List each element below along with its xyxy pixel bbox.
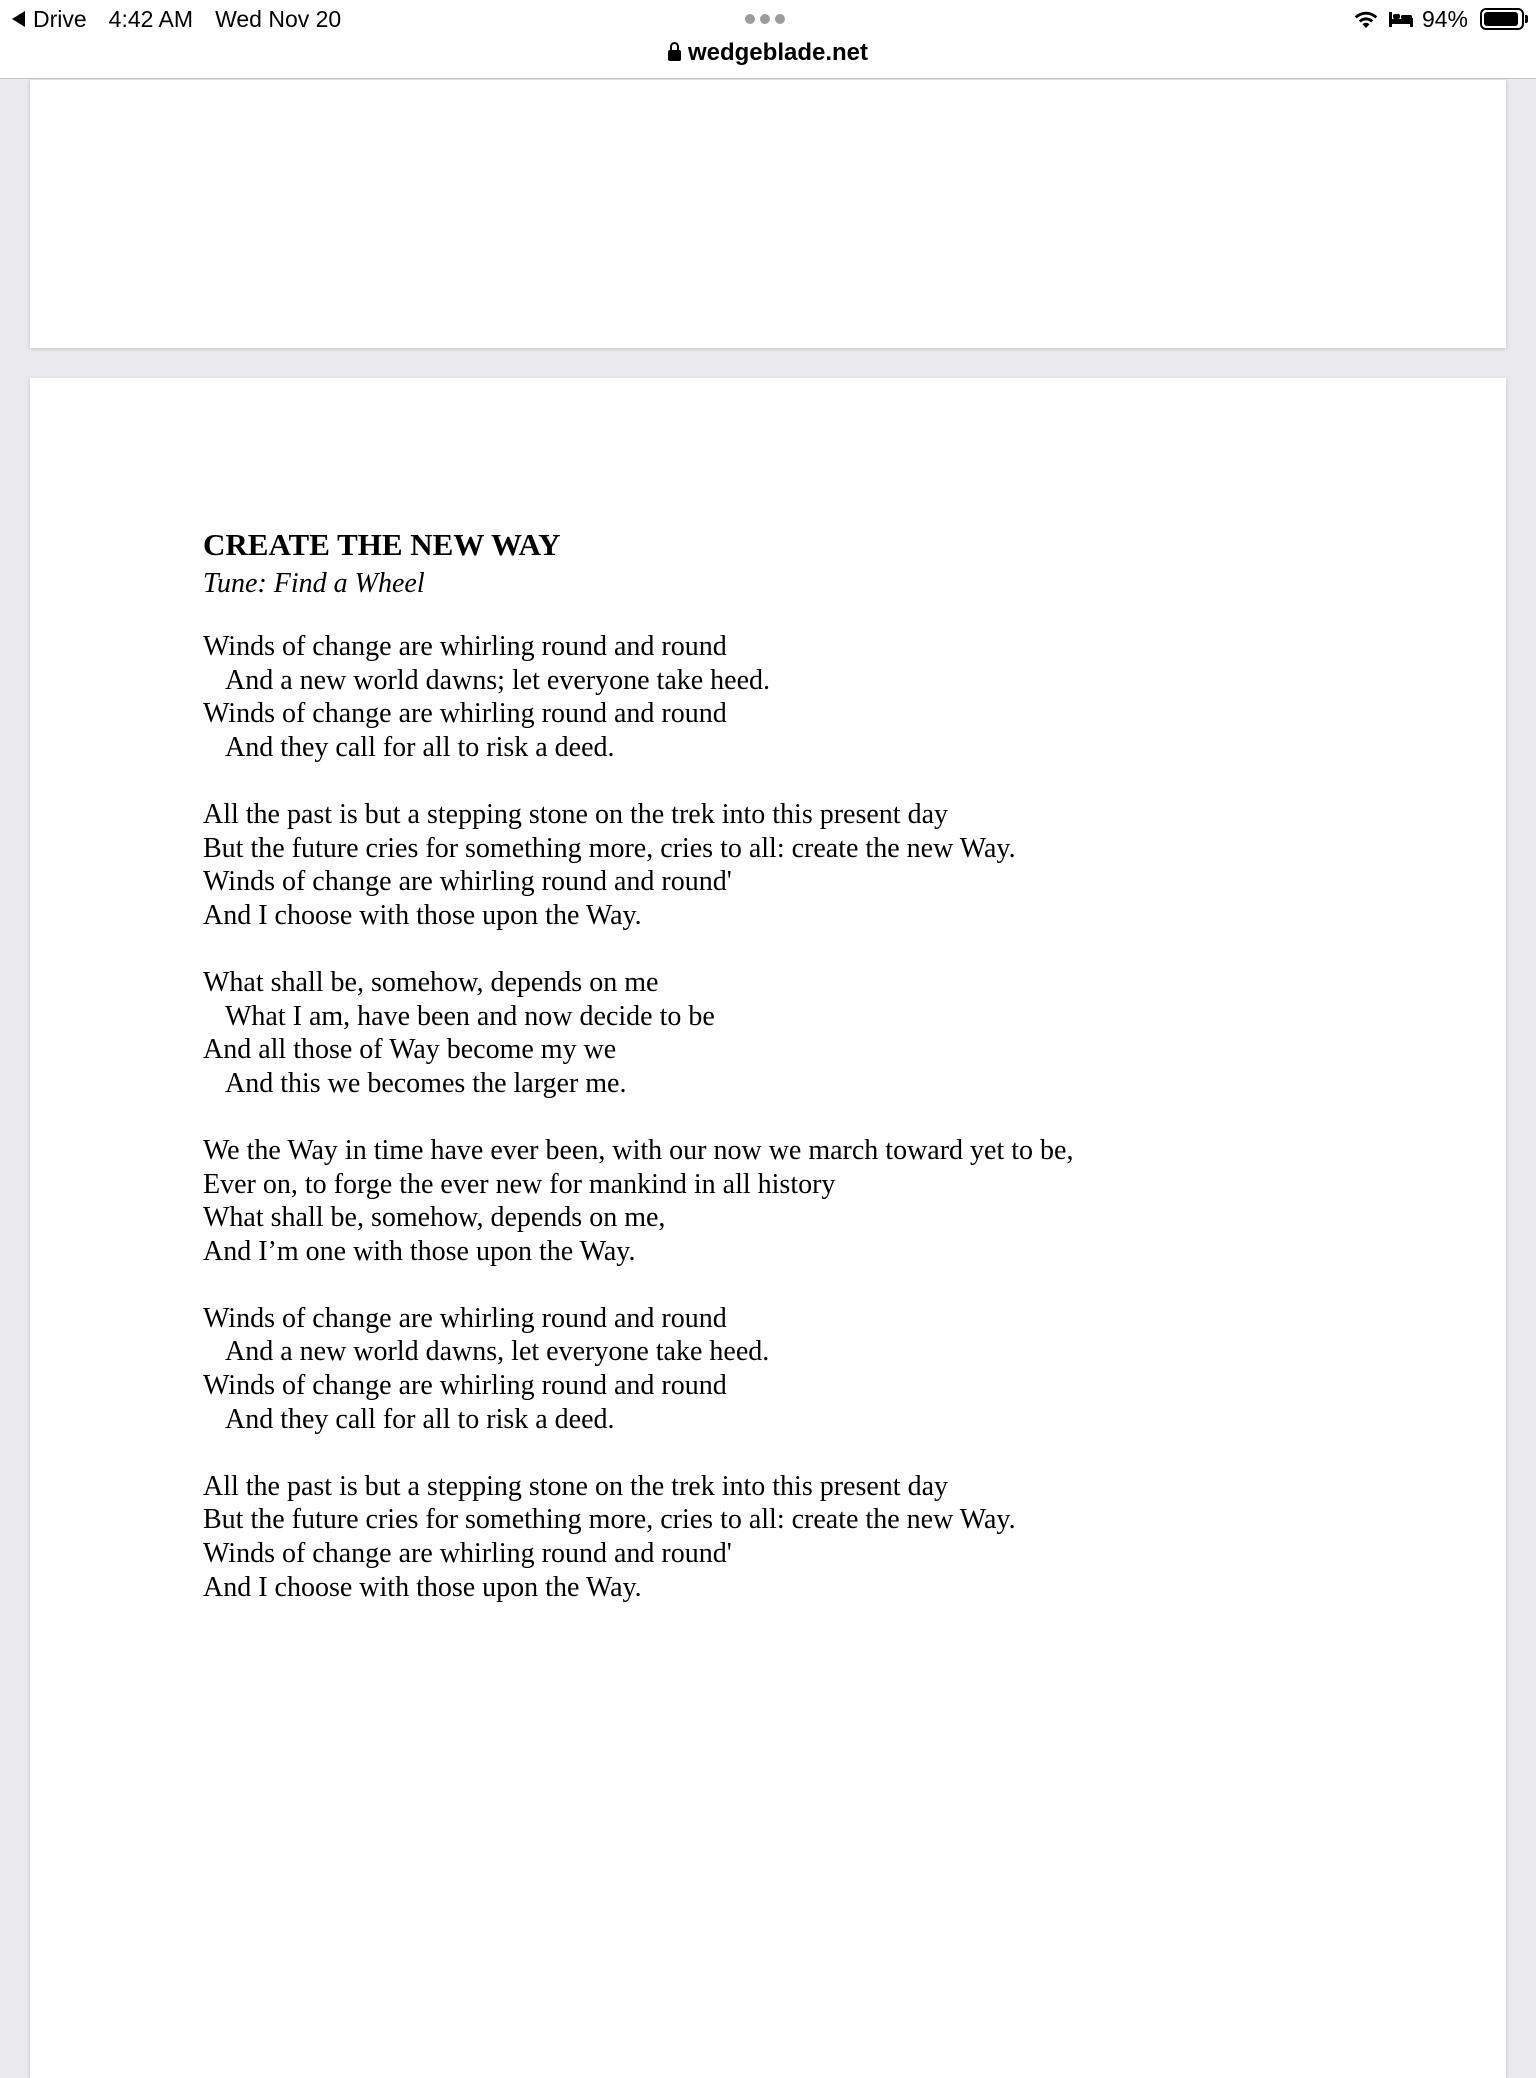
battery-icon bbox=[1480, 8, 1524, 30]
lyric-line: What shall be, somehow, depends on me, bbox=[203, 1202, 666, 1234]
lyric-line: Winds of change are whirling round and round' bbox=[203, 866, 732, 898]
stanza bbox=[203, 966, 1073, 1100]
stanza bbox=[203, 798, 1073, 932]
dot-icon bbox=[760, 14, 770, 24]
status-bar-right bbox=[1352, 4, 1524, 34]
status-bar-left bbox=[12, 4, 341, 34]
lyric-line: Winds of change are whirling round and round bbox=[203, 1302, 727, 1334]
lyric-line: We the Way in time have ever been, with our now we march toward yet to be, bbox=[203, 1134, 1074, 1166]
back-to-app-link[interactable]: Drive bbox=[33, 5, 87, 32]
stanza bbox=[203, 630, 1073, 764]
address-domain: wedgeblade.net bbox=[687, 39, 869, 66]
status-date: Wed Nov 20 bbox=[215, 5, 342, 32]
lyric-line: Winds of change are whirling round and round' bbox=[203, 1538, 732, 1570]
lyric-line: And this we becomes the larger me. bbox=[225, 1067, 627, 1099]
lyric-line: But the future cries for something more, cries to all: create the new Way. bbox=[203, 1504, 1016, 1536]
lyric-line: Winds of change are whirling round and round bbox=[203, 1370, 727, 1402]
lyric-line: And they call for all to risk a deed. bbox=[225, 731, 615, 763]
lyric-line: All the past is but a stepping stone on the trek into this present day bbox=[203, 798, 948, 830]
stanza bbox=[203, 1470, 1073, 1604]
stanza bbox=[203, 1302, 1073, 1436]
lyric-line: And a new world dawns, let everyone take heed. bbox=[225, 1336, 770, 1368]
document-page bbox=[30, 378, 1506, 2078]
lyric-line: And all those of Way become my we bbox=[203, 1034, 617, 1066]
lyric-line: And I’m one with those upon the Way. bbox=[203, 1235, 636, 1267]
lyric-line: All the past is but a stepping stone on the trek into this present day bbox=[203, 1470, 948, 1502]
song-title: CREATE THE NEW WAY bbox=[203, 527, 561, 562]
song-content bbox=[203, 526, 1073, 1638]
lyric-line: But the future cries for something more, cries to all: create the new Way. bbox=[203, 832, 1016, 864]
battery-percent: 94% bbox=[1421, 5, 1468, 32]
dot-icon bbox=[775, 14, 785, 24]
wifi-icon bbox=[1352, 8, 1380, 30]
lyric-line: And a new world dawns; let everyone take heed. bbox=[225, 664, 771, 696]
stanza bbox=[203, 1134, 1073, 1268]
sleep-focus-icon bbox=[1388, 9, 1414, 29]
lyric-line: Winds of change are whirling round and round bbox=[203, 631, 727, 662]
lyric-line: Ever on, to forge the ever new for mankind in all history bbox=[203, 1168, 836, 1200]
lyric-line: Winds of change are whirling round and round bbox=[203, 698, 727, 730]
lyric-line: And I choose with those upon the Way. bbox=[203, 899, 642, 931]
previous-document-page bbox=[30, 80, 1506, 348]
address-bar[interactable] bbox=[0, 38, 1536, 68]
status-time: 4:42 AM bbox=[108, 5, 194, 32]
lyric-line: And I choose with those upon the Way. bbox=[203, 1571, 642, 1603]
battery-fill bbox=[1484, 12, 1518, 26]
lock-icon bbox=[668, 50, 681, 61]
lyric-line: What I am, have been and now decide to be bbox=[225, 1000, 715, 1032]
lyric-line: What shall be, somehow, depends on me bbox=[203, 966, 659, 998]
browser-top-bar bbox=[0, 0, 1536, 79]
lyric-line: And they call for all to risk a deed. bbox=[225, 1403, 615, 1435]
multitasking-dots-icon[interactable] bbox=[745, 14, 785, 24]
back-arrow-icon[interactable] bbox=[12, 11, 25, 27]
dot-icon bbox=[745, 14, 755, 24]
stanza-list bbox=[203, 630, 1073, 1604]
tune-subtitle: Tune: Find a Wheel bbox=[203, 568, 425, 599]
